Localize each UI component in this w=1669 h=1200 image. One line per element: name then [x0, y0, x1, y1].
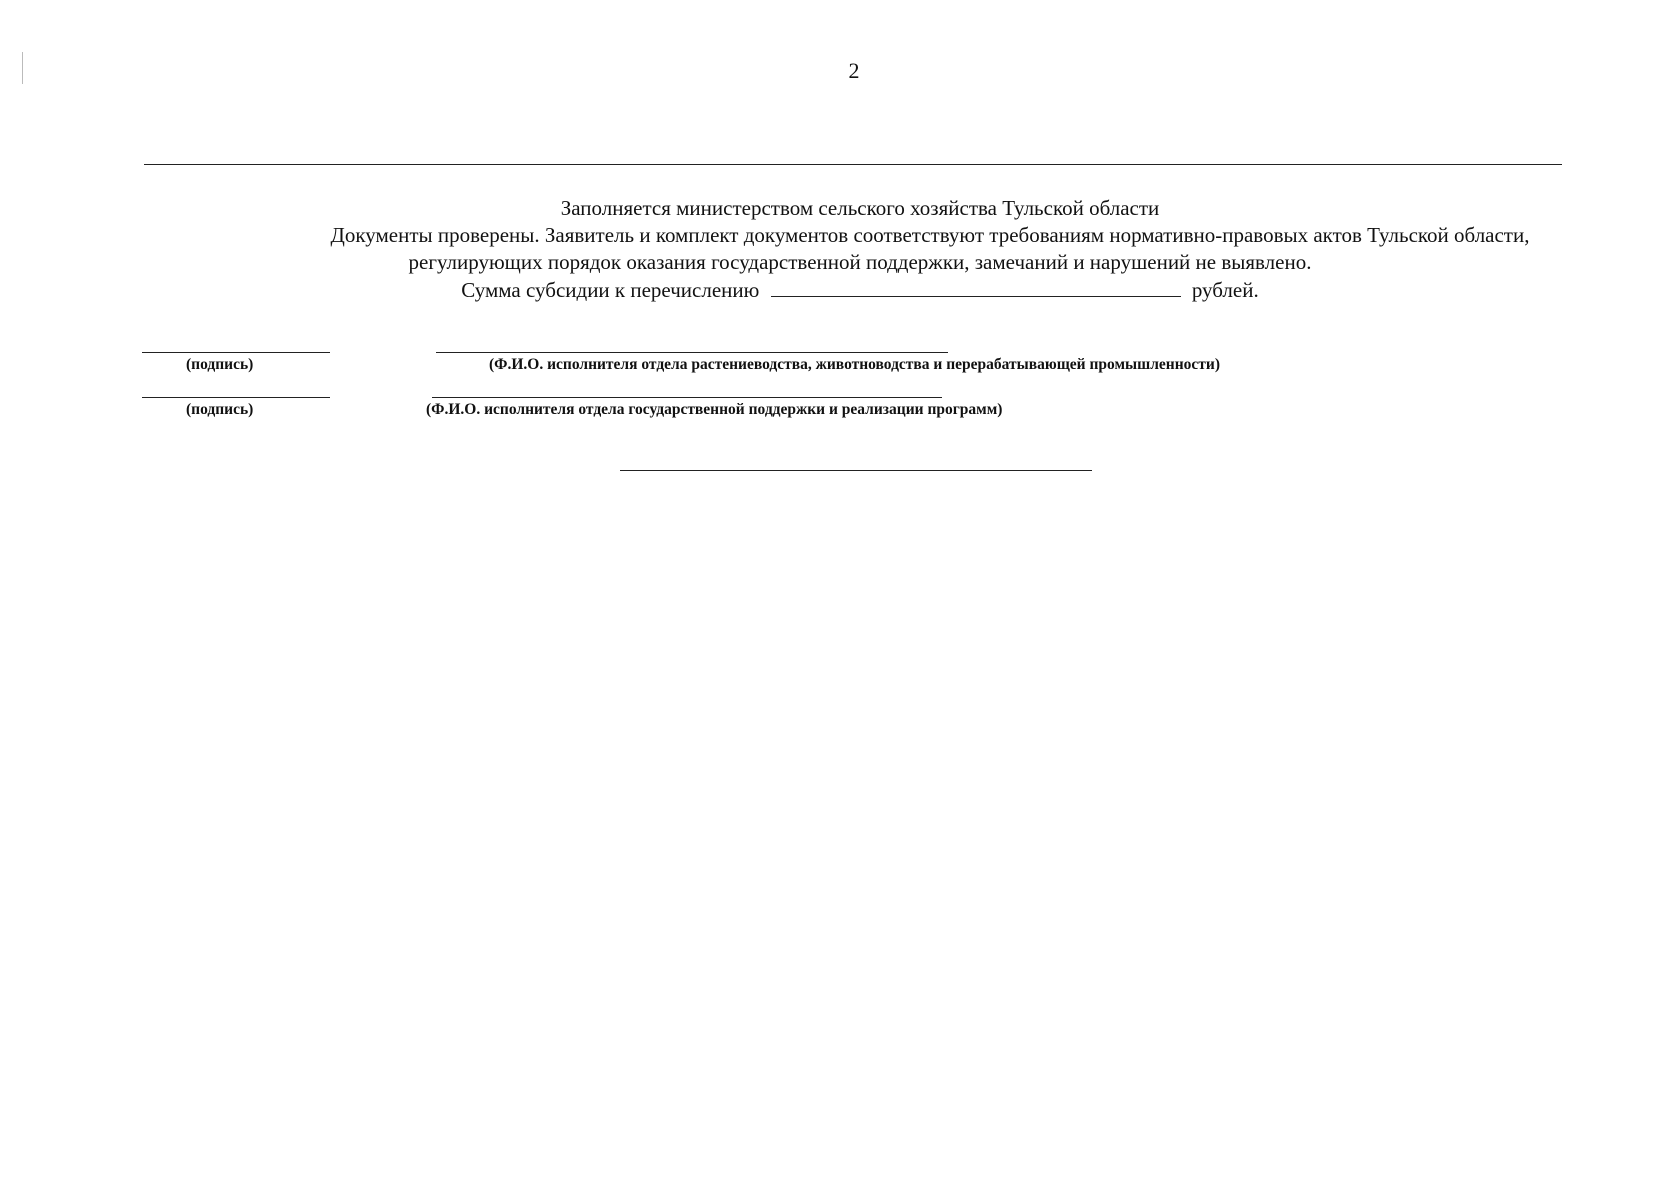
signature-caption-2: (подпись) — [186, 401, 254, 418]
name-line-1[interactable] — [436, 352, 948, 353]
statement-line-1: Документы проверены. Заявитель и комплект документов соответствуют требованиям нормативно-правовых актов Тульской области, — [330, 223, 1530, 247]
sum-unit: рублей. — [1191, 278, 1259, 302]
section-title: Заполняется министерством сельского хозяйства Тульской области — [560, 196, 1160, 220]
ministry-section — [150, 195, 1570, 304]
top-divider — [144, 164, 1562, 165]
margin-mark — [22, 52, 23, 84]
sum-label: Сумма субсидии к перечислению — [461, 278, 760, 302]
signature-line-1[interactable] — [142, 352, 330, 353]
name-caption-1: (Ф.И.О. исполнителя отдела растениеводства, животноводства и перерабатывающей промышленности) — [489, 356, 1220, 373]
sum-line — [150, 276, 1570, 304]
name-line-2[interactable] — [432, 397, 942, 398]
signature-caption-1: (подпись) — [186, 356, 254, 373]
statement-line-2: регулирующих порядок оказания государственной поддержки, замечаний и нарушений не выявлено. — [408, 250, 1312, 274]
sum-input-blank[interactable] — [771, 276, 1181, 297]
signature-line-2[interactable] — [142, 397, 330, 398]
page-number: 2 — [848, 58, 860, 83]
name-caption-2: (Ф.И.О. исполнителя отдела государственной поддержки и реализации программ) — [426, 401, 1003, 418]
bottom-divider — [620, 470, 1092, 471]
